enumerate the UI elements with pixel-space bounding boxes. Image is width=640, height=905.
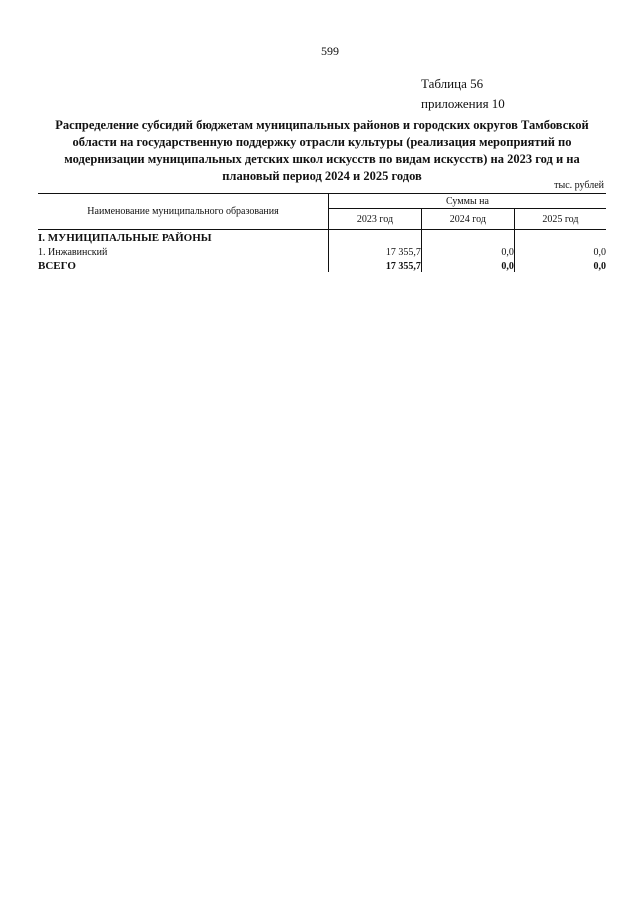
header-year-2023: 2023 год — [329, 209, 422, 230]
header-sums: Суммы на — [329, 194, 607, 209]
appendix-label: приложения 10 — [421, 96, 505, 111]
section-empty-2024 — [421, 230, 514, 245]
header-year-2025: 2025 год — [514, 209, 606, 230]
section-empty-2025 — [514, 230, 606, 245]
table-row — [38, 244, 606, 258]
table-label: Таблица 56 — [421, 76, 484, 91]
row-value-2024: 0,0 — [421, 244, 514, 258]
total-value-2025: 0,0 — [514, 258, 606, 272]
row-name: 1. Инжавинский — [38, 247, 108, 258]
section-row — [38, 230, 606, 245]
page-number: 599 — [321, 44, 339, 58]
section-empty-2023 — [329, 230, 422, 245]
total-row — [38, 258, 606, 272]
header-year-2024: 2024 год — [421, 209, 514, 230]
total-value-2024: 0,0 — [421, 258, 514, 272]
header-row-top — [38, 194, 606, 209]
header-municipality: Наименование муниципального образования — [38, 194, 329, 230]
total-label: ВСЕГО — [38, 260, 76, 272]
units-label: тыс. рублей — [554, 180, 604, 191]
row-value-2023: 17 355,7 — [329, 244, 422, 258]
section-title: I. МУНИЦИПАЛЬНЫЕ РАЙОНЫ — [38, 232, 212, 244]
document-title: Распределение субсидий бюджетам муниципальных районов и городских округов Тамбовской области на государственную поддержку отрасли культуры (реализация мероприятий по модернизации муниципальных детских школ искусств по видам искусств) на 2023 год и на плановый период 2024 и 2025 годов — [55, 118, 589, 183]
total-value-2023: 17 355,7 — [329, 258, 422, 272]
row-value-2025: 0,0 — [514, 244, 606, 258]
subsidy-table — [38, 193, 606, 272]
